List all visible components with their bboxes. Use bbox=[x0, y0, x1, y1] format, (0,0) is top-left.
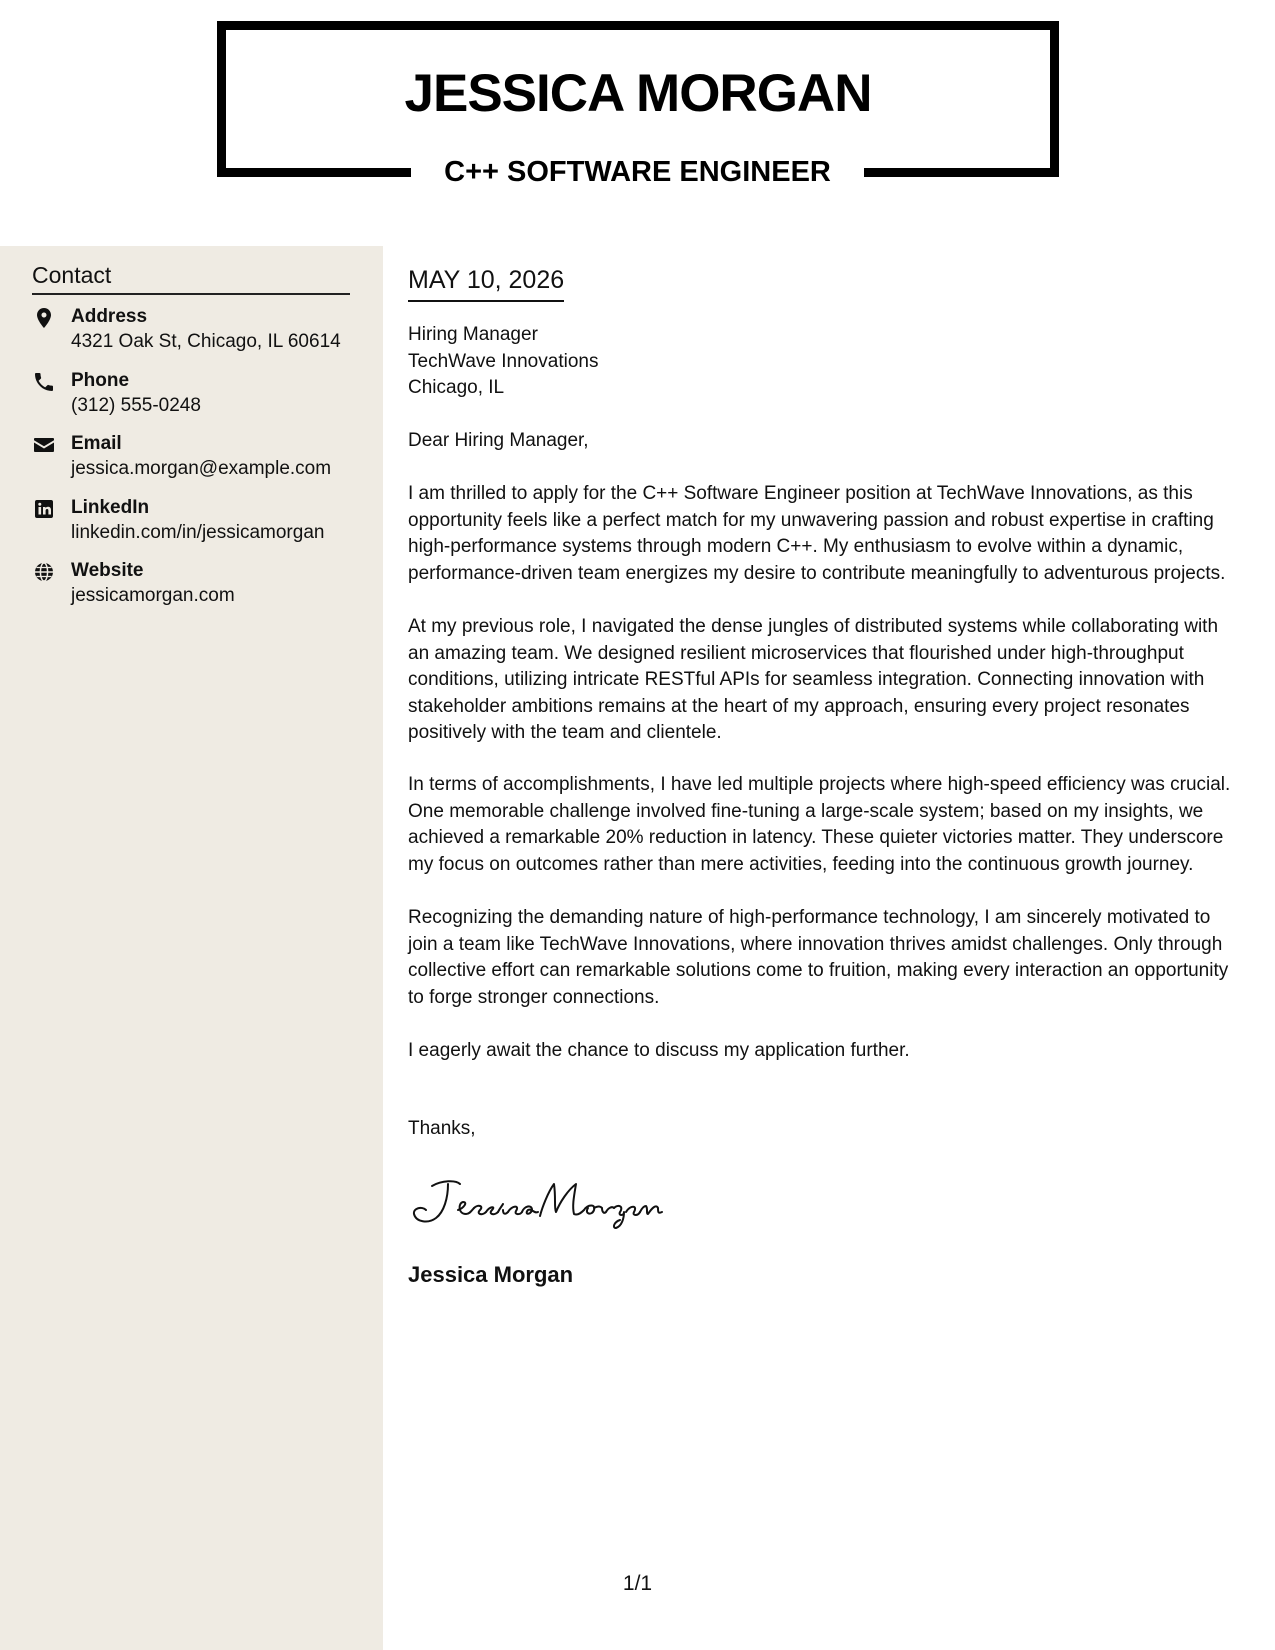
closing: Thanks, bbox=[408, 1118, 476, 1139]
recipient-block bbox=[408, 322, 598, 402]
body-paragraph: Recognizing the demanding nature of high-performance technology, I am sincerely motivated to join a team like TechWave Innovations, where innovation thrives amidst challenges. Only through collective effort can remarkable solutions come to fruition, making every interaction an opportunity to forge stronger connections. bbox=[408, 907, 1229, 1008]
contact-item-email bbox=[32, 431, 372, 495]
contact-list bbox=[32, 304, 372, 622]
letter-date: MAY 10, 2026 bbox=[408, 264, 564, 302]
applicant-name-heading: JESSICA MORGAN bbox=[404, 64, 872, 123]
signer-name: Jessica Morgan bbox=[408, 1262, 574, 1287]
header-frame-bottom-right bbox=[864, 168, 1059, 177]
contact-heading: Contact bbox=[32, 260, 350, 295]
contact-label: Website bbox=[71, 560, 144, 581]
address-value: 4321 Oak St, Chicago, IL 60614 bbox=[71, 331, 341, 352]
contact-item-address bbox=[32, 304, 372, 368]
contact-label: LinkedIn bbox=[71, 496, 150, 518]
body-paragraph: At my previous role, I navigated the dense jungles of distributed systems while collaborating with an amazing team. We designed resilient microservices that flourished under high-throughput conditions, utilizing intricate RESTful APIs for seamless integration. Connecting innovation with stakeholder ambitions remains at the heart of my approach, ensuring every project resonates positively with the team and clientele. bbox=[408, 616, 1219, 743]
contact-label: Address bbox=[71, 306, 148, 327]
contact-item-linkedin bbox=[32, 495, 372, 559]
phone-icon bbox=[32, 370, 56, 394]
linkedin-value[interactable]: linkedin.com/in/jessicamorgan bbox=[71, 521, 325, 543]
body-paragraph: I am thrilled to apply for the C++ Software Engineer position at TechWave Innovations, as this opportunity feels like a perfect match for my unwavering passion and robust expertise in crafting high-performance systems through modern C++. My enthusiasm to evolve within a dynamic, performance-driven team energizes my desire to contribute meaningfully to adventurous projects. bbox=[408, 483, 1226, 584]
website-value[interactable]: jessicamorgan.com bbox=[71, 585, 235, 606]
email-value[interactable]: jessica.morgan@example.com bbox=[71, 458, 332, 479]
body-paragraph: I eagerly await the chance to discuss my application further. bbox=[408, 1040, 910, 1061]
job-title-subheading: C++ SOFTWARE ENGINEER bbox=[444, 156, 831, 188]
recipient-company: TechWave Innovations bbox=[408, 350, 599, 372]
envelope-icon bbox=[32, 433, 56, 457]
phone-value[interactable]: (312) 555-0248 bbox=[71, 394, 201, 416]
map-pin-icon bbox=[32, 306, 56, 330]
globe-icon bbox=[32, 560, 56, 584]
header-frame-bottom-left bbox=[217, 168, 411, 177]
contact-label: Email bbox=[71, 433, 122, 454]
contact-item-website bbox=[32, 558, 372, 622]
page-number: 1/1 bbox=[622, 1572, 653, 1595]
handwritten-signature bbox=[408, 1172, 668, 1232]
recipient-title: Hiring Manager bbox=[408, 324, 538, 345]
linkedin-icon bbox=[32, 497, 56, 521]
body-paragraph: In terms of accomplishments, I have led multiple projects where high-speed efficiency was crucial. One memorable challenge involved fine-tuning a large-scale system; based on my insights, we achieved a remarkable 20% reduction in latency. These quieter victories matter. They underscore my focus on outcomes rather than mere activities, feeding into the continuous growth journey. bbox=[408, 774, 1231, 875]
salutation: Dear Hiring Manager, bbox=[408, 430, 589, 451]
contact-label: Phone bbox=[71, 369, 130, 391]
contact-item-phone bbox=[32, 368, 372, 432]
recipient-location: Chicago, IL bbox=[408, 377, 505, 398]
